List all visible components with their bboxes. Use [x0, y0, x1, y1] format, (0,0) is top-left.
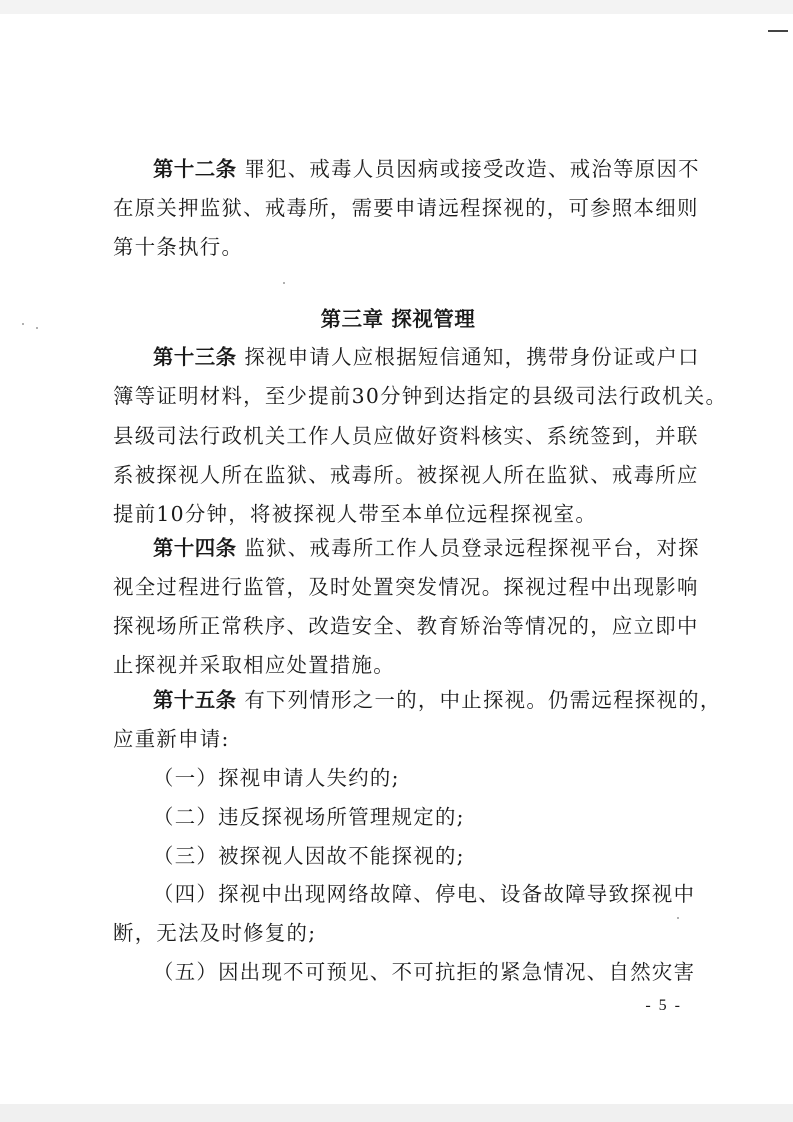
article-13-line-1	[153, 341, 700, 373]
article-13-line-5: 提前10分钟，将被探视人带至本单位远程探视室。	[113, 502, 598, 526]
article-12-line-3: 第十条执行。	[113, 235, 244, 259]
article-15-item-2: （二）违反探视场所管理规定的;	[153, 805, 465, 829]
scan-speck	[283, 282, 285, 284]
article-14-line-2: 视全过程进行监管，及时处置突发情况。探视过程中出现影响	[113, 575, 699, 599]
article-12-line-2: 在原关押监狱、戒毒所，需要申请远程探视的，可参照本细则	[113, 196, 699, 220]
article-14-line-3: 探视场所正常秩序、改造安全、教育矫治等情况的，应立即中	[113, 614, 699, 638]
scan-speck	[36, 327, 38, 329]
article-13-heading: 第十三条	[153, 345, 237, 369]
article-13-line-4: 系被探视人所在监狱、戒毒所。被探视人所在监狱、戒毒所应	[113, 463, 699, 487]
scan-top-border	[0, 0, 793, 14]
article-13-line-3: 县级司法行政机关工作人员应做好资料核实、系统签到，并联	[113, 424, 699, 448]
article-15-item-4-line-2: 断，无法及时修复的;	[113, 921, 317, 945]
chapter-title: 第三章 探视管理	[320, 307, 476, 331]
article-12-line-1	[153, 153, 700, 185]
article-12-text: 罪犯、戒毒人员因病或接受改造、戒治等原因不	[244, 157, 700, 181]
article-14-text: 监狱、戒毒所工作人员登录远程探视平台，对探	[244, 536, 700, 560]
scan-speck	[22, 323, 24, 325]
article-15-item-5-line-1: （五）因出现不可预见、不可抗拒的紧急情况、自然灾害	[153, 960, 696, 984]
article-14-line-4: 止探视并采取相应处置措施。	[113, 653, 395, 677]
article-15-text: 有下列情形之一的，中止探视。仍需远程探视的，	[244, 688, 722, 712]
article-15-line-1	[153, 684, 722, 716]
article-14-line-1	[153, 532, 700, 564]
page-number: - 5 -	[645, 997, 682, 1014]
article-15-item-3: （三）被探视人因故不能探视的;	[153, 844, 465, 868]
article-12-heading: 第十二条	[153, 157, 237, 181]
article-14-heading: 第十四条	[153, 536, 237, 560]
article-15-item-4-line-1: （四）探视中出现网络故障、停电、设备故障导致探视中	[153, 882, 696, 906]
article-13-line-2: 簿等证明材料，至少提前30分钟到达指定的县级司法行政机关。	[113, 384, 728, 408]
scan-bottom-border	[0, 1104, 793, 1122]
article-15-heading: 第十五条	[153, 688, 237, 712]
article-15-line-2: 应重新申请:	[113, 727, 230, 751]
scan-corner-mark	[768, 30, 788, 32]
article-13-text: 探视申请人应根据短信通知，携带身份证或户口	[244, 345, 700, 369]
article-15-item-1: （一）探视申请人失约的;	[153, 766, 400, 790]
